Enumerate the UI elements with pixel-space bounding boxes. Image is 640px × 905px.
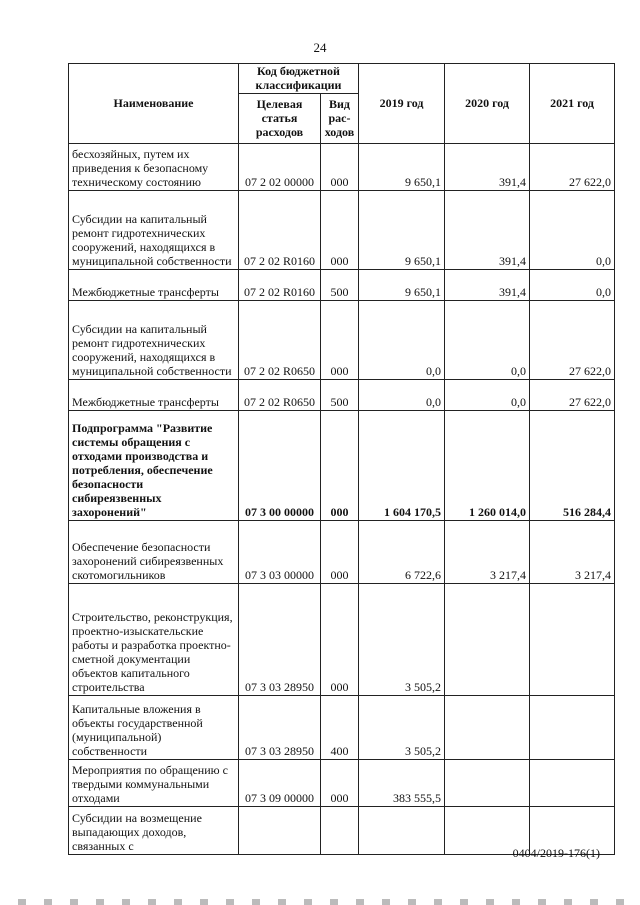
cell-2020: 3 217,4 bbox=[445, 521, 530, 584]
cell-2020: 391,4 bbox=[445, 144, 530, 191]
cell-2020 bbox=[445, 696, 530, 760]
header-expense-type: Вид рас-ходов bbox=[321, 94, 359, 144]
cell-name: Капитальные вложения в объекты государственной (муниципальной) собственности bbox=[69, 696, 239, 760]
cell-name: Межбюджетные трансферты bbox=[69, 270, 239, 301]
cell-name: Мероприятия по обращению с твердыми коммунальными отходами bbox=[69, 760, 239, 807]
cell-target-article: 07 2 02 R0650 bbox=[239, 380, 321, 411]
cell-2019: 0,0 bbox=[359, 380, 445, 411]
header-target-article: Целевая статья расходов bbox=[239, 94, 321, 144]
table-header bbox=[69, 64, 615, 144]
cell-2019: 9 650,1 bbox=[359, 191, 445, 270]
cell-2020: 391,4 bbox=[445, 270, 530, 301]
header-2020: 2020 год bbox=[445, 64, 530, 144]
cell-expense-type: 500 bbox=[321, 380, 359, 411]
cell-2021: 27 622,0 bbox=[530, 380, 615, 411]
cell-target-article: 07 3 03 28950 bbox=[239, 584, 321, 696]
cell-name: Субсидии на капитальный ремонт гидротехнических сооружений, находящихся в муниципальной собственности bbox=[69, 301, 239, 380]
table-row bbox=[69, 584, 615, 696]
cell-2021: 27 622,0 bbox=[530, 301, 615, 380]
cell-2021 bbox=[530, 696, 615, 760]
scan-edge-strip bbox=[0, 899, 640, 905]
table-row bbox=[69, 270, 615, 301]
cell-2020: 391,4 bbox=[445, 191, 530, 270]
cell-2019: 3 505,2 bbox=[359, 696, 445, 760]
table-row bbox=[69, 760, 615, 807]
budget-table bbox=[68, 63, 615, 855]
cell-expense-type: 000 bbox=[321, 301, 359, 380]
cell-target-article: 07 3 00 00000 bbox=[239, 411, 321, 521]
cell-name: бесхозяйных, путем их приведения к безопасному техническому состоянию bbox=[69, 144, 239, 191]
cell-target-article: 07 2 02 R0160 bbox=[239, 191, 321, 270]
cell-2020 bbox=[445, 584, 530, 696]
cell-expense-type: 000 bbox=[321, 144, 359, 191]
cell-target-article: 07 2 02 00000 bbox=[239, 144, 321, 191]
cell-2021: 516 284,4 bbox=[530, 411, 615, 521]
header-classification: Код бюджетной классификации bbox=[239, 64, 359, 94]
cell-name: Обеспечение безопасности захоронений сибиреязвенных скотомогильников bbox=[69, 521, 239, 584]
cell-expense-type: 000 bbox=[321, 411, 359, 521]
cell-expense-type: 000 bbox=[321, 760, 359, 807]
cell-name: Подпрограмма "Развитие системы обращения с отходами производства и потребления, обеспечение безопасности сибиреязвенных захоронений" bbox=[69, 411, 239, 521]
cell-2020: 1 260 014,0 bbox=[445, 411, 530, 521]
table-row bbox=[69, 411, 615, 521]
cell-2019: 9 650,1 bbox=[359, 270, 445, 301]
cell-expense-type: 400 bbox=[321, 696, 359, 760]
cell-2019: 383 555,5 bbox=[359, 760, 445, 807]
table-row bbox=[69, 144, 615, 191]
cell-name: Межбюджетные трансферты bbox=[69, 380, 239, 411]
cell-expense-type: 000 bbox=[321, 521, 359, 584]
cell-target-article: 07 2 02 R0160 bbox=[239, 270, 321, 301]
cell-2021 bbox=[530, 760, 615, 807]
cell-2019: 9 650,1 bbox=[359, 144, 445, 191]
cell-2020: 0,0 bbox=[445, 301, 530, 380]
cell-2021: 0,0 bbox=[530, 270, 615, 301]
cell-target-article: 07 2 02 R0650 bbox=[239, 301, 321, 380]
cell-name: Субсидии на возмещение выпадающих доходов, связанных с bbox=[69, 807, 239, 855]
header-2019: 2019 год bbox=[359, 64, 445, 144]
table-row bbox=[69, 380, 615, 411]
cell-2021 bbox=[530, 584, 615, 696]
cell-2019: 0,0 bbox=[359, 301, 445, 380]
cell-2019 bbox=[359, 807, 445, 855]
cell-2019: 1 604 170,5 bbox=[359, 411, 445, 521]
cell-target-article: 07 3 03 28950 bbox=[239, 696, 321, 760]
cell-target-article: 07 3 03 00000 bbox=[239, 521, 321, 584]
cell-2020: 0,0 bbox=[445, 380, 530, 411]
cell-target-article bbox=[239, 807, 321, 855]
cell-2021: 0,0 bbox=[530, 191, 615, 270]
table-row bbox=[69, 521, 615, 584]
cell-2019: 6 722,6 bbox=[359, 521, 445, 584]
cell-expense-type bbox=[321, 807, 359, 855]
cell-name: Субсидии на капитальный ремонт гидротехнических сооружений, находящихся в муниципальной собственности bbox=[69, 191, 239, 270]
header-2021: 2021 год bbox=[530, 64, 615, 144]
cell-2021: 27 622,0 bbox=[530, 144, 615, 191]
page-number: 24 bbox=[313, 40, 327, 55]
cell-2019: 3 505,2 bbox=[359, 584, 445, 696]
cell-expense-type: 000 bbox=[321, 191, 359, 270]
header-name: Наименование bbox=[69, 64, 239, 144]
cell-name: Строительство, реконструкция, проектно-изыскательские работы и разработка проектно-сметной документации объектов капитального строительства bbox=[69, 584, 239, 696]
cell-target-article: 07 3 09 00000 bbox=[239, 760, 321, 807]
cell-2021: 3 217,4 bbox=[530, 521, 615, 584]
document-code: 0404/2019-176(1) bbox=[512, 846, 600, 860]
cell-expense-type: 000 bbox=[321, 584, 359, 696]
cell-expense-type: 500 bbox=[321, 270, 359, 301]
table-row bbox=[69, 301, 615, 380]
cell-2020 bbox=[445, 760, 530, 807]
table-body bbox=[69, 144, 615, 855]
table-row bbox=[69, 696, 615, 760]
table-row bbox=[69, 191, 615, 270]
